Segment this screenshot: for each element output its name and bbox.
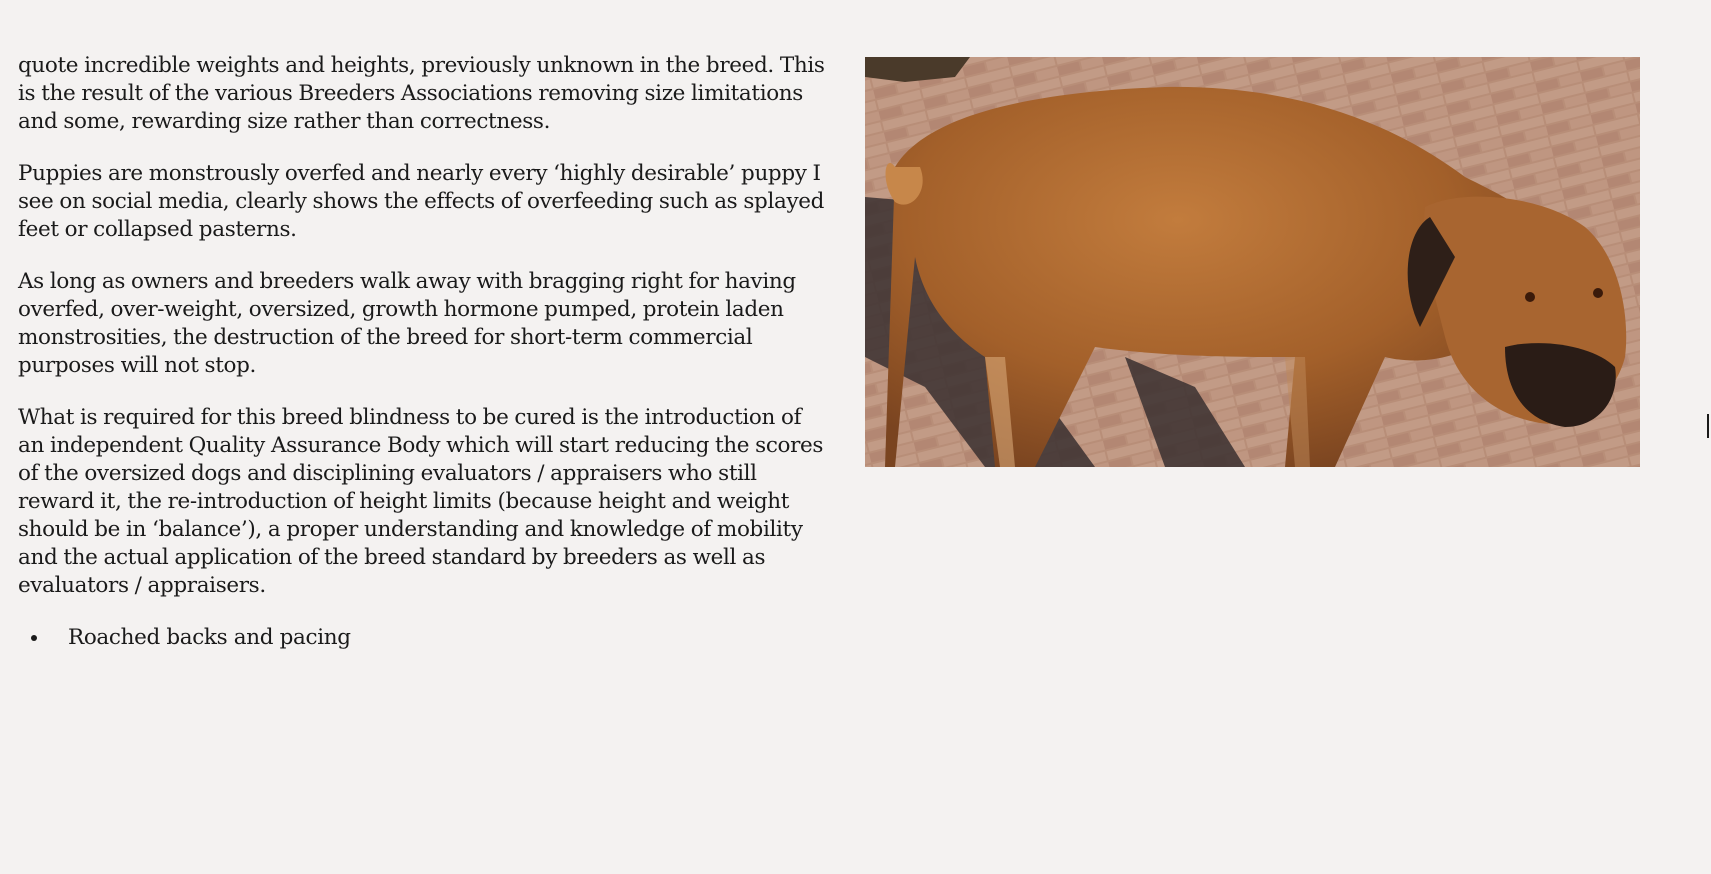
edge-cursor-mark [1707, 414, 1709, 438]
bullet-list [18, 624, 828, 652]
list-item: • Roached backs and pacing [50, 624, 828, 652]
paragraph: As long as owners and breeders walk away with bragging right for having overfed, over-weight, oversized, growth hormone pumped, protein laden monstrosities, the destruction of the breed for short-term commercial purposes will not stop. [18, 269, 796, 378]
article-body [18, 52, 828, 652]
paragraph: Puppies are monstrously overfed and nearly every ‘highly desirable’ puppy I see on social media, clearly shows the effects of overfeeding such as splayed feet or collapsed pasterns. [18, 161, 825, 242]
paragraph: quote incredible weights and heights, previously unknown in the breed. This is the result of the various Breeders Associations removing size limitations and some, rewarding size rather than correctness. [18, 53, 825, 134]
paragraph: What is required for this breed blindness to be cured is the introduction of an independent Quality Assurance Body which will start reducing the scores of the oversized dogs and disciplining evaluators / appraisers who still reward it, the re-introduction of height limits (because height and weight should be in ‘balance’), a proper understanding and knowledge of mobility and the actual application of the breed standard by breeders as well as evaluators / appraisers. [18, 405, 824, 598]
dog-photo [865, 57, 1640, 467]
dog-photo-illustration [865, 57, 1640, 467]
